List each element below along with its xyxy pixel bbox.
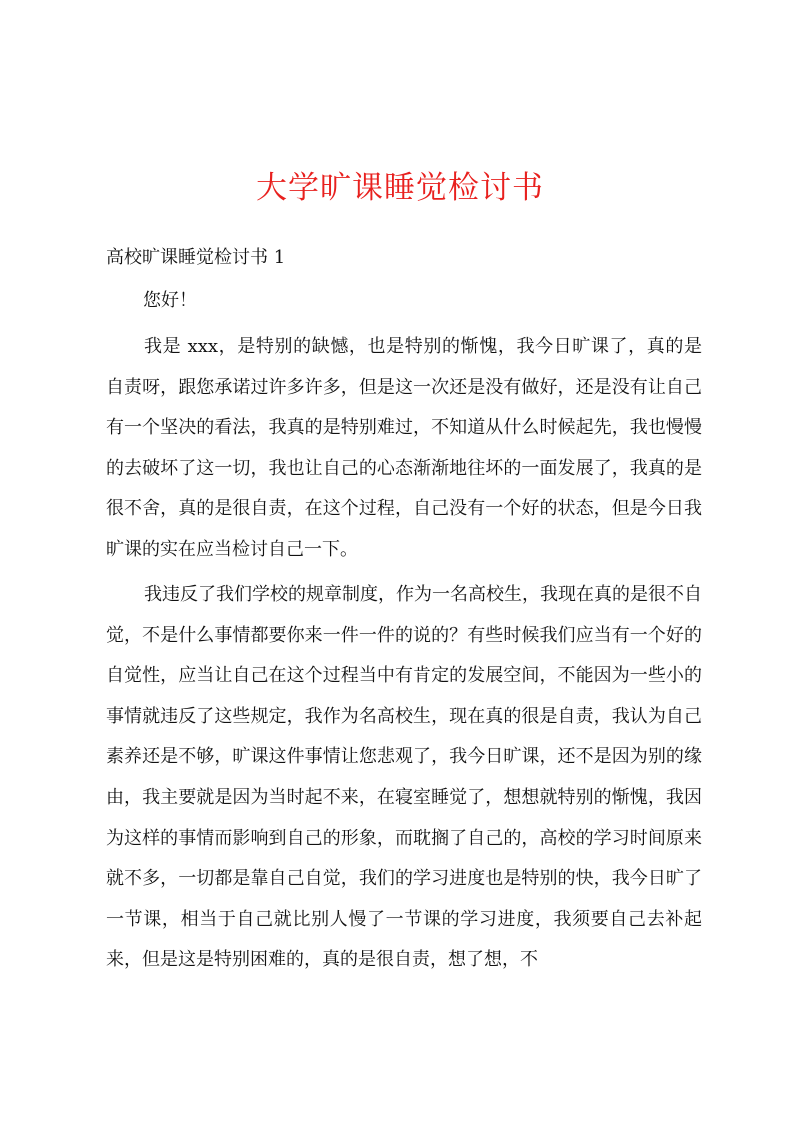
document-subtitle: 高校旷课睡觉检讨书 1 — [106, 247, 286, 268]
greeting: 您好！ — [143, 290, 197, 311]
document-title: 大学旷课睡觉检讨书 — [256, 170, 544, 206]
body-paragraph: 我是 xxx，是特别的缺憾，也是特别的惭愧，我今日旷课了，真的是自责呀，跟您承诺过许多许多，但是这一次还是没有做好，还是没有让自己有一个坚决的看法，我真的是特别难过，不知道从什么时候起先，我也慢慢的去破坏了这一切，我也让自己的心态渐渐地往坏的一面发展了，我真的是很不舍，真的是很自责，在这个过程，自己没有一个好的状态，但是今日我旷课的实在应当检讨自己一下。 — [106, 336, 702, 560]
body-paragraph: 我违反了我们学校的规章制度，作为一名高校生，我现在真的是很不自觉，不是什么事情都要你来一件一件的说的？有些时候我们应当有一个好的自觉性，应当让自己在这个过程当中有肯定的发展空间，不能因为一些小的事情就违反了这些规定，我作为名高校生，现在真的很是自责，我认为自己素养还是不够，旷课这件事情让您悲观了，我今日旷课，还不是因为别的缘由，我主要就是因为当时起不来，在寝室睡觉了，想想就特别的惭愧，我因为这样的事情而影响到自己的形象，而耽搁了自己的，高校的学习时间原来就不多，一切都是靠自己自觉，我们的学习进度也是特别的快，我今日旷了一节课，相当于自己就比别人慢了一节课的学习进度，我须要自己去补起来，但是这是特别困难的，真的是很自责，想了想，不 — [106, 584, 702, 971]
